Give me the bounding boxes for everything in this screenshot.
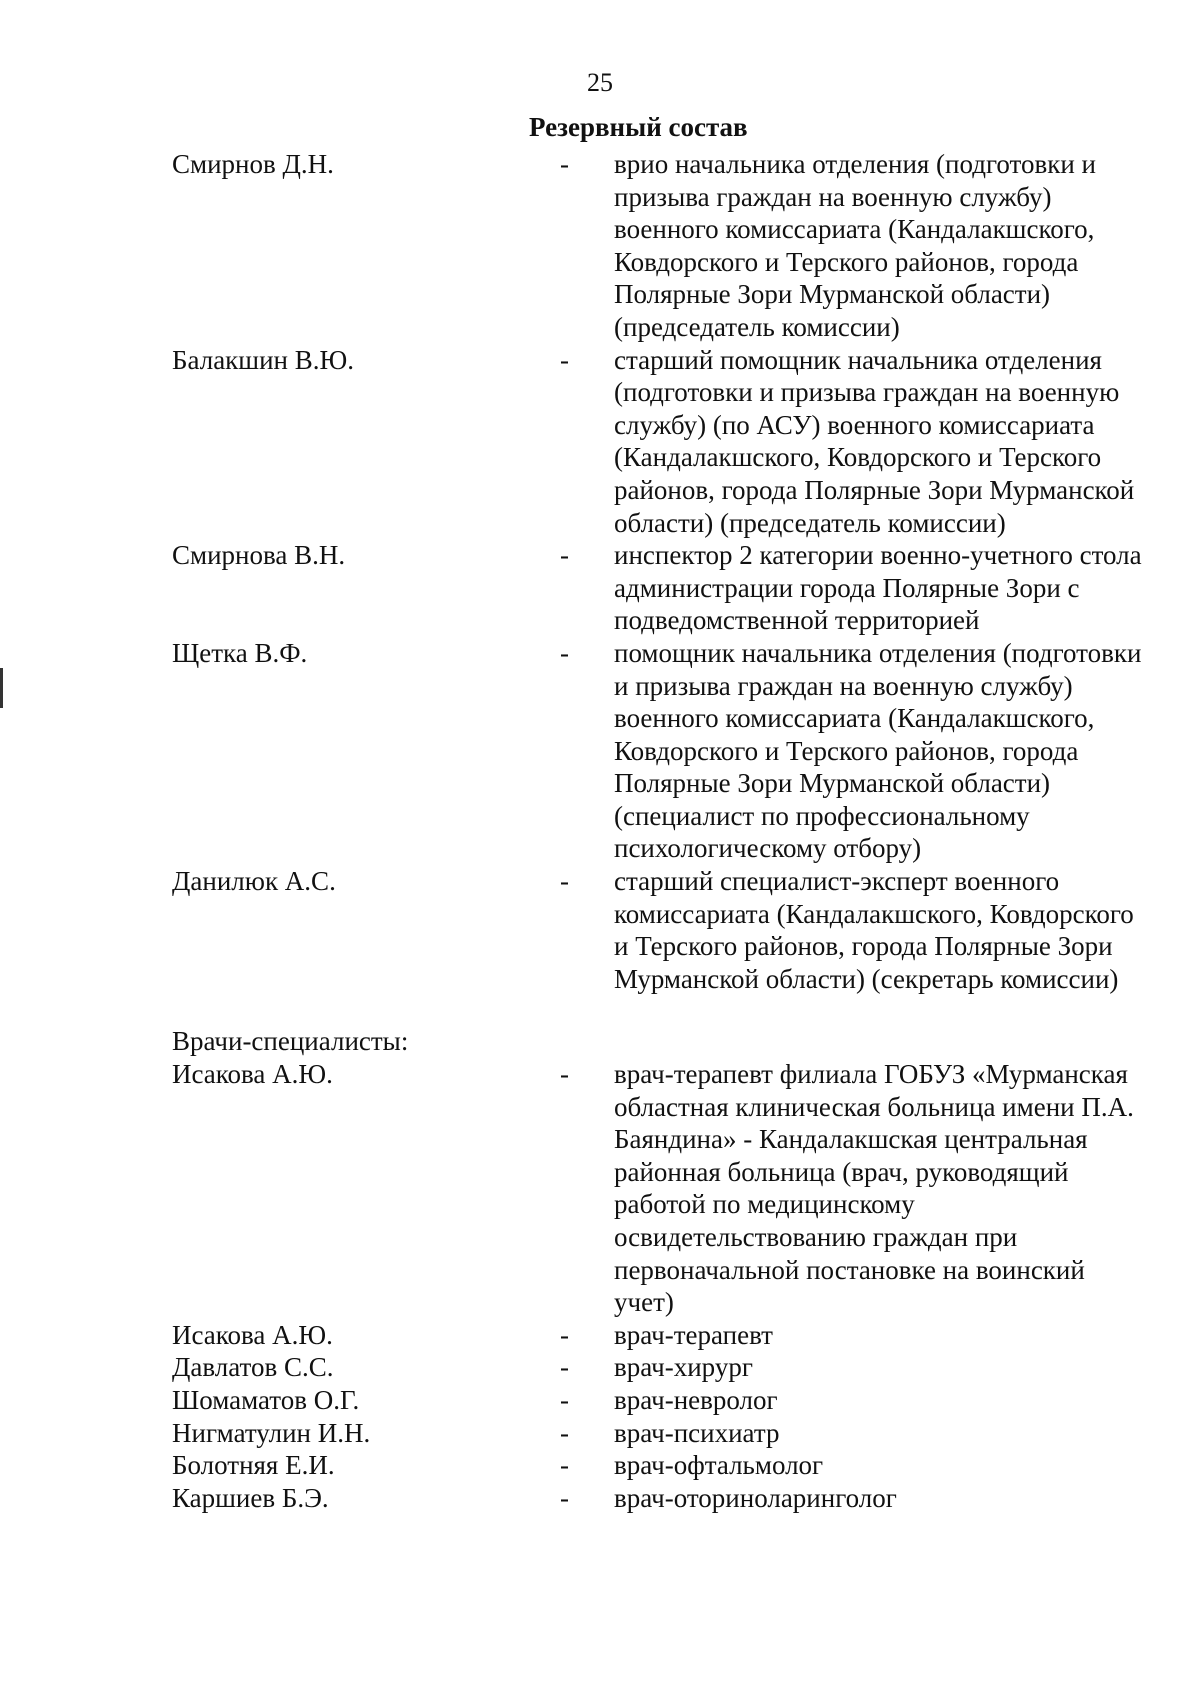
commission-row <box>172 637 1162 865</box>
doctors-group-label: Врачи-специалисты: <box>172 1026 409 1057</box>
doctor-row <box>172 1351 1162 1384</box>
dash-separator: - <box>560 637 569 668</box>
doctor-row <box>172 1384 1162 1417</box>
commission-row <box>172 539 1162 637</box>
member-name: Болотняя Е.И. <box>172 1450 335 1481</box>
member-position: врач-психиатр <box>614 1417 780 1448</box>
member-name: Шомаматов О.Г. <box>172 1384 360 1415</box>
member-position: помощник начальника отделения (подготовки и призыва граждан на военную службу) военного комиссариата (Кандалакшского, Ковдорского и Терского районов, города Полярные Зори Мурманской области) (специалист по профессиональному психологическому отбору) <box>614 637 1142 864</box>
doctor-row <box>172 1058 1162 1319</box>
member-position: врач-терапевт <box>614 1319 773 1350</box>
commission-row <box>172 865 1162 995</box>
doctor-members <box>172 1058 1162 1514</box>
doctor-row <box>172 1319 1162 1352</box>
commission-row <box>172 344 1162 540</box>
member-name: Балакшин В.Ю. <box>172 344 354 375</box>
member-position: врач-хирург <box>614 1352 753 1383</box>
dash-separator: - <box>560 1482 569 1513</box>
member-position: старший специалист-эксперт военного комиссариата (Кандалакшского, Ковдорского и Терского районов, города Полярные Зори Мурманской области) (секретарь комиссии) <box>614 866 1134 994</box>
member-name: Нигматулин И.Н. <box>172 1417 371 1448</box>
commission-members <box>172 148 1162 995</box>
member-position: врач-терапевт филиала ГОБУЗ «Мурманская областная клиническая больница имени П.А. Баяндина» - Кандалакшская центральная районная больница (врач, руководящий работой по медицинскому освидетельствованию граждан при первоначальной постановке на воинский учет) <box>614 1059 1134 1318</box>
dash-separator: - <box>560 1352 569 1383</box>
dash-separator: - <box>560 344 569 375</box>
member-name: Смирнов Д.Н. <box>172 149 334 179</box>
dash-separator: - <box>560 1319 569 1350</box>
member-name: Исакова А.Ю. <box>172 1319 333 1350</box>
doctor-row <box>172 1417 1162 1450</box>
member-list <box>172 148 1162 1514</box>
member-position: врач-офтальмолог <box>614 1450 824 1481</box>
dash-separator: - <box>560 1059 569 1090</box>
member-position: врач-оториноларинголог <box>614 1482 897 1513</box>
dash-separator: - <box>560 1384 569 1415</box>
dash-separator: - <box>560 540 569 571</box>
member-name: Исакова А.Ю. <box>172 1059 333 1090</box>
doctor-row <box>172 1449 1162 1482</box>
member-position: врио начальника отделения (подготовки и призыва граждан на военную службу) военного комиссариата (Кандалакшского, Ковдорского и Терского районов, города Полярные Зори Мурманской области) (председатель комиссии) <box>614 149 1096 342</box>
doctor-row <box>172 1482 1162 1515</box>
member-name: Каршиев Б.Э. <box>172 1482 329 1513</box>
member-name: Смирнова В.Н. <box>172 540 346 571</box>
member-name: Щетка В.Ф. <box>172 637 308 668</box>
member-name: Давлатов С.С. <box>172 1352 334 1383</box>
member-position: врач-невролог <box>614 1384 778 1415</box>
page-number: 25 <box>587 68 613 97</box>
scan-edge-mark <box>0 668 3 708</box>
dash-separator: - <box>560 1450 569 1481</box>
member-position: инспектор 2 категории военно-учетного стола администрации города Полярные Зори с подведомственной территорией <box>614 540 1142 636</box>
commission-row <box>172 148 1162 344</box>
member-name: Данилюк А.С. <box>172 866 336 897</box>
member-position: старший помощник начальника отделения (подготовки и призыва граждан на военную службу) (по АСУ) военного комиссариата (Кандалакшского, Ковдорского и Терского районов, города Полярные Зори Мурманской области) (председатель комиссии) <box>614 344 1135 538</box>
dash-separator: - <box>560 866 569 897</box>
dash-separator: - <box>560 149 569 179</box>
section-title: Резервный состав <box>529 112 748 142</box>
dash-separator: - <box>560 1417 569 1448</box>
